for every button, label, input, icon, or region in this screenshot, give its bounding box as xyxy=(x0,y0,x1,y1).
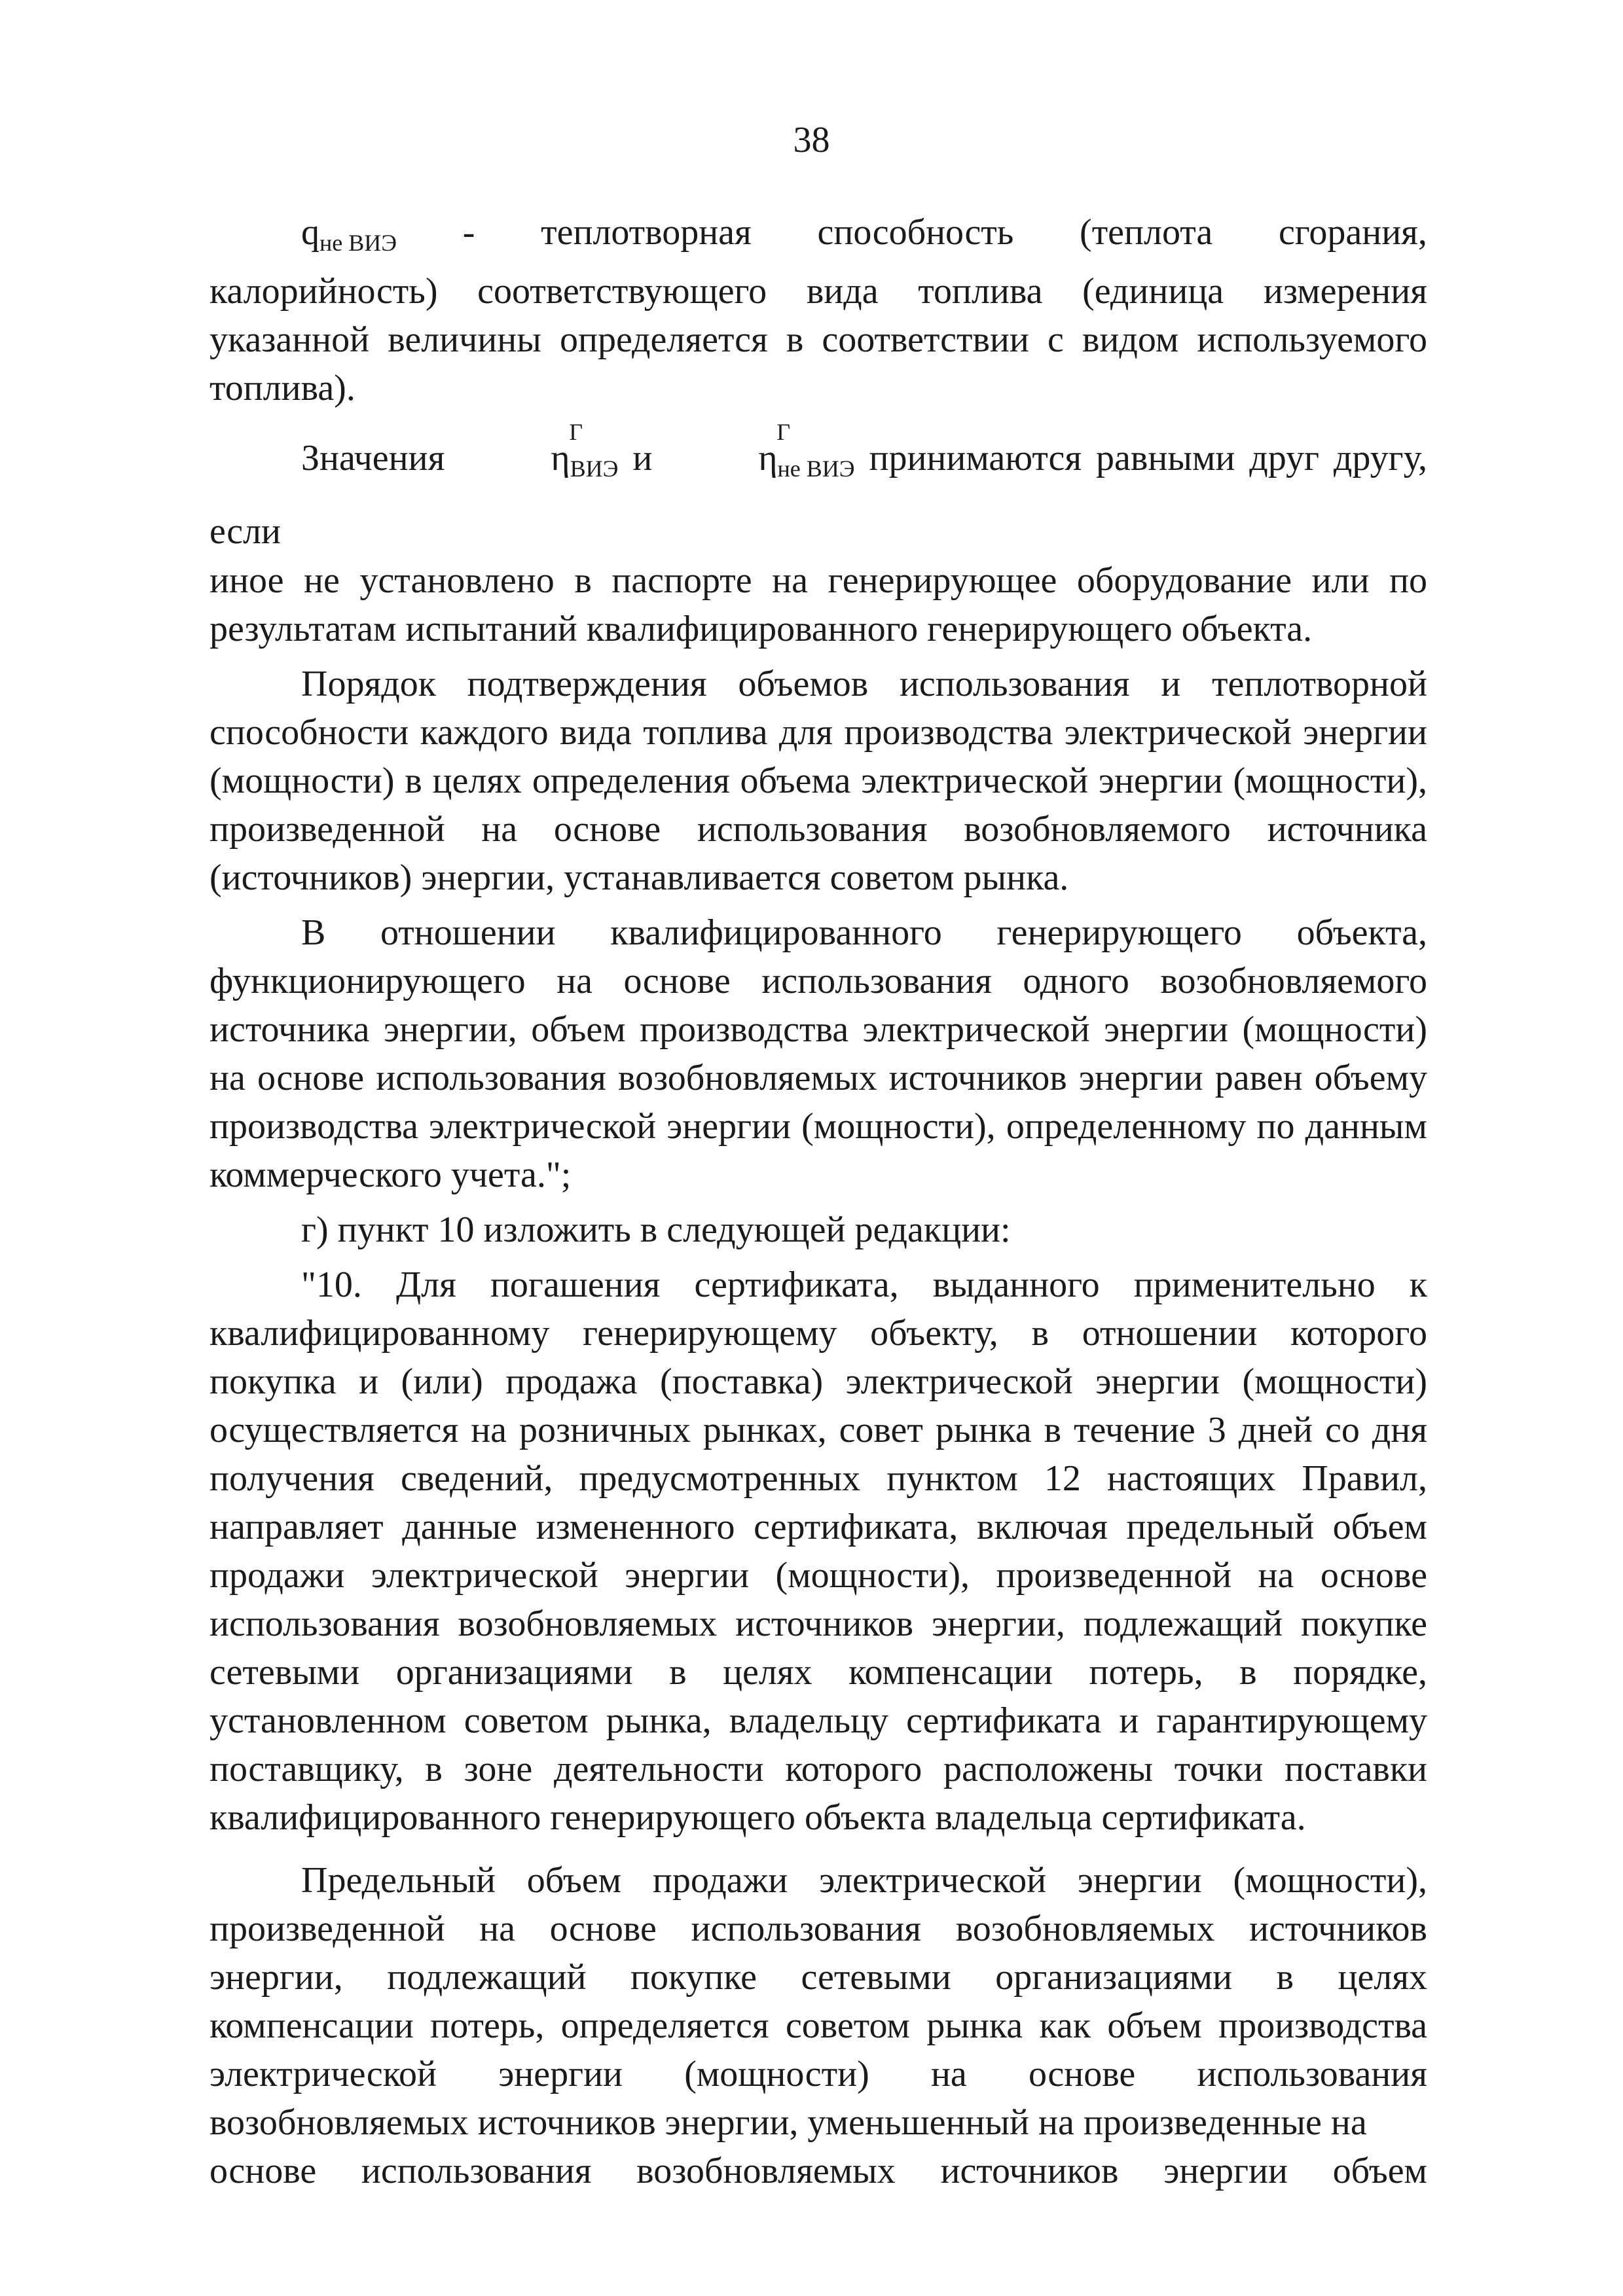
symbol-q: q xyxy=(301,212,319,253)
eta-glyph-2: η xyxy=(758,438,778,478)
eta-glyph-1: η xyxy=(551,438,570,478)
definition-first-line xyxy=(210,208,1427,267)
eta-subscript-non-res: не ВИЭ xyxy=(777,456,855,482)
paragraph-eta-values xyxy=(210,419,1428,563)
definition-word-2: способность xyxy=(817,212,1014,253)
paragraph-eta-continuation: иное не установлено в паспорте на генерирующее оборудование или по результатам испытаний квалифицированного генерирующего объекта. xyxy=(210,560,1427,649)
last-line-word-5: энергии xyxy=(1163,2151,1288,2191)
last-line-word-1: основе xyxy=(210,2151,317,2191)
eta-subscript-res: ВИЭ xyxy=(570,456,619,482)
symbol-q-subscript: не ВИЭ xyxy=(319,230,397,256)
paragraph-confirmation-procedure: Порядок подтверждения объемов использования и теплотворной способности каждого вида топлива для производства электрической энергии (мощности) в целях определения объема электрической энергии (мощности), произведенной на основе использования возобновляемого источника (источников) энергии, устанавливается советом рынка. xyxy=(210,664,1427,898)
definition-continuation: калорийность) соответствующего вида топлива (единица измерения указанной величины определяется в соответствии с видом используемого топлива). xyxy=(210,271,1427,408)
last-line-word-3: возобновляемых xyxy=(636,2151,896,2191)
eta-intro: Значения xyxy=(301,438,445,478)
eta-statement: принимаются равными друг другу, если xyxy=(210,438,1428,552)
symbol-eta-non-res xyxy=(666,419,855,500)
document-body xyxy=(210,208,1427,2195)
symbol-eta-res xyxy=(459,419,619,500)
symbol-q-non-res xyxy=(301,208,397,267)
eta-superscript-1: Г xyxy=(569,419,583,445)
paragraph-amendment-g: г) пункт 10 изложить в следующей редакции: xyxy=(301,1210,1011,1250)
page-number: 38 xyxy=(793,120,830,160)
paragraph-single-source: В отношении квалифицированного генерирующего объекта, функционирующего на основе использования одного возобновляемого источника энергии, объем производства электрической энергии (мощности) на основе использования возобновляемых источников энергии равен объему производства электрической энергии (мощности), определенному по данным коммерческого учета."; xyxy=(210,912,1427,1195)
definition-word-1: теплотворная xyxy=(541,212,752,253)
sales-limit-last-line xyxy=(210,2147,1427,2195)
last-line-word-4: источников xyxy=(940,2151,1119,2191)
paragraph-clause-10: "10. Для погашения сертификата, выданного применительно к квалифицированному генерирующему объекту, в отношении которого покупка и (или) продажа (поставка) электрической энергии (мощности) осуществляется на розничных рынках, совет рынка в течение 3 дней со дня получения сведений, предусмотренных пунктом 12 настоящих Правил, направляет данные измененного сертификата, включая предельный объем продажи электрической энергии (мощности), произведенной на основе использования возобновляемых источников энергии, подлежащий покупке сетевыми организациями в целях компенсации потерь, в порядке, установленном советом рынка, владельцу сертификата и гарантирующему поставщику, в зоне деятельности которого расположены точки поставки квалифицированного генерирующего объекта владельца сертификата. xyxy=(210,1265,1427,1838)
eta-superscript-2: Г xyxy=(776,419,791,445)
paragraph-fuel-heat-definition xyxy=(210,208,1427,412)
definition-word-4: сгорания, xyxy=(1278,212,1427,253)
last-line-word-2: использования xyxy=(361,2151,592,2191)
definition-word-3: (теплота xyxy=(1080,212,1213,253)
definition-dash: - xyxy=(462,212,475,253)
last-line-word-6: объем xyxy=(1332,2151,1427,2191)
eta-and: и xyxy=(632,438,653,478)
paragraph-sales-limit: Предельный объем продажи электрической энергии (мощности), произведенной на основе использования возобновляемых источников энергии, подлежащий покупке сетевыми организациями в целях компенсации потерь, определяется советом рынка как объем производства электрической энергии (мощности) на основе использования возобновляемых источников энергии, уменьшенный на произведенные на xyxy=(210,1860,1427,2143)
